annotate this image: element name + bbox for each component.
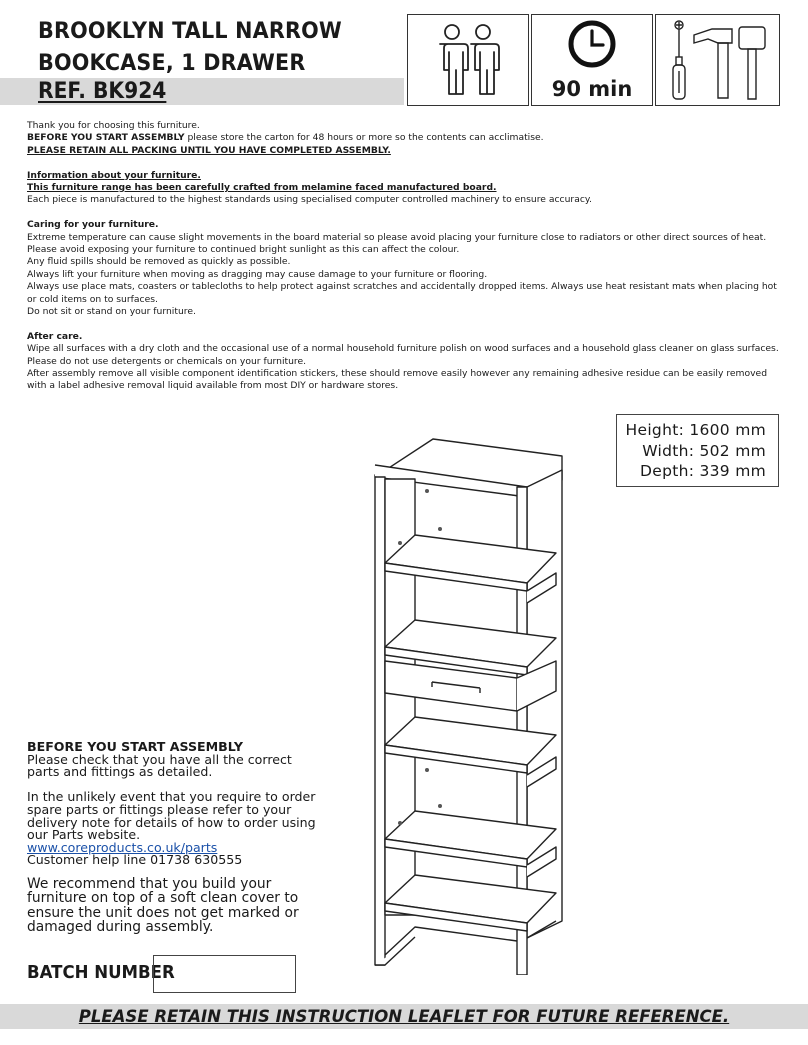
clock-icon: [532, 15, 651, 75]
caring-line: Always lift your furniture when moving as dragging may cause damage to your furniture or flooring.: [27, 268, 488, 280]
instructions-text: [27, 120, 787, 393]
assembly-notes-heading: BEFORE YOU START ASSEMBLY: [27, 739, 243, 754]
aftercare-line: Wipe all surfaces with a dry cloth and the occasional use of a normal household furniture polish on wood surfaces and a household glass cleaner on glass surfaces.: [27, 343, 779, 355]
caring-line: Please avoid exposing your furniture to continued bright sunlight as this can affect the colour.: [27, 244, 460, 256]
before-assembly-line: BEFORE YOU START ASSEMBLY please store the carton for 48 hours or more so the contents can acclimatise.: [27, 132, 544, 144]
batch-number-field[interactable]: [153, 955, 296, 993]
mallet-icon: [739, 27, 765, 99]
assembly-time-box: [531, 14, 653, 106]
product-title-line2: BOOKCASE, 1 DRAWER: [38, 50, 306, 76]
information-heading: Information about your furniture.: [27, 169, 201, 181]
product-title-line1: BROOKLYN TALL NARROW: [38, 18, 342, 44]
recommend-text: We recommend that you build your furniture on top of a soft clean cover to ensure the unit does not get marked or damaged during assembly.: [27, 875, 299, 935]
aftercare-heading: After care.: [27, 330, 83, 342]
assembly-time: 90 min: [551, 77, 633, 101]
caring-heading: Caring for your furniture.: [27, 219, 159, 231]
two-person-box: [407, 14, 529, 106]
caring-line: Extreme temperature can cause slight movements in the board material so please avoid placing your furniture close to radiators or other direct sources of heat.: [27, 231, 767, 243]
hammer-icon: [694, 29, 732, 98]
two-person-assembly-icon: [408, 15, 527, 104]
batch-number-label: BATCH NUMBER: [27, 962, 175, 983]
aftercare-line: After assembly remove all visible component identification stickers, these should remove easily however any remaining adhesive residue can be easily removed with a label adhesive removal liquid available from most DIY or hardware stores.: [27, 368, 768, 392]
product-reference: REF. BK924: [38, 79, 167, 104]
footer-notice: PLEASE RETAIN THIS INSTRUCTION LEAFLET FOR FUTURE REFERENCE.: [78, 1007, 730, 1026]
spare-parts-text: In the unlikely event that you require to order spare parts or fittings please refer to your delivery note for details of how to order using our Parts website.: [27, 789, 316, 843]
caring-line: Any fluid spills should be removed as quickly as possible.: [27, 256, 291, 268]
aftercare-line: Please do not use detergents or chemicals on your furniture.: [27, 355, 307, 367]
assembly-notes: [27, 741, 317, 934]
thanks-line: Thank you for choosing this furniture.: [27, 120, 200, 131]
caring-line: Do not sit or stand on your furniture.: [27, 306, 196, 318]
screwdriver-icon: [673, 21, 685, 99]
manufactured-line: Each piece is manufactured to the highest standards using specialised computer controlled machinery to ensure accuracy.: [27, 194, 592, 206]
crafted-line: This furniture range has been carefully crafted from melamine faced manufactured board.: [27, 182, 497, 194]
retain-packing-line: PLEASE RETAIN ALL PACKING UNTIL YOU HAVE COMPLETED ASSEMBLY.: [27, 144, 391, 156]
depth-dimension: Depth: 339 mm: [640, 462, 766, 480]
check-parts-text: Please check that you have all the correct parts and fittings as detailed.: [27, 751, 292, 780]
caring-line: Always use place mats, coasters or tablecloths to help protect against scratches and accidentally dropped items. Always use heat resistant mats when placing hot or cold items on to surfaces.: [27, 281, 777, 305]
customer-helpline: Customer help line 01738 630555: [27, 852, 243, 868]
tools-box: [655, 14, 780, 106]
bookcase-illustration: [370, 435, 570, 975]
height-dimension: Height: 1600 mm: [625, 421, 766, 439]
parts-website-link[interactable]: www.coreproducts.co.uk/parts: [27, 839, 218, 855]
dimensions-box: [616, 414, 779, 487]
width-dimension: Width: 502 mm: [642, 441, 766, 460]
